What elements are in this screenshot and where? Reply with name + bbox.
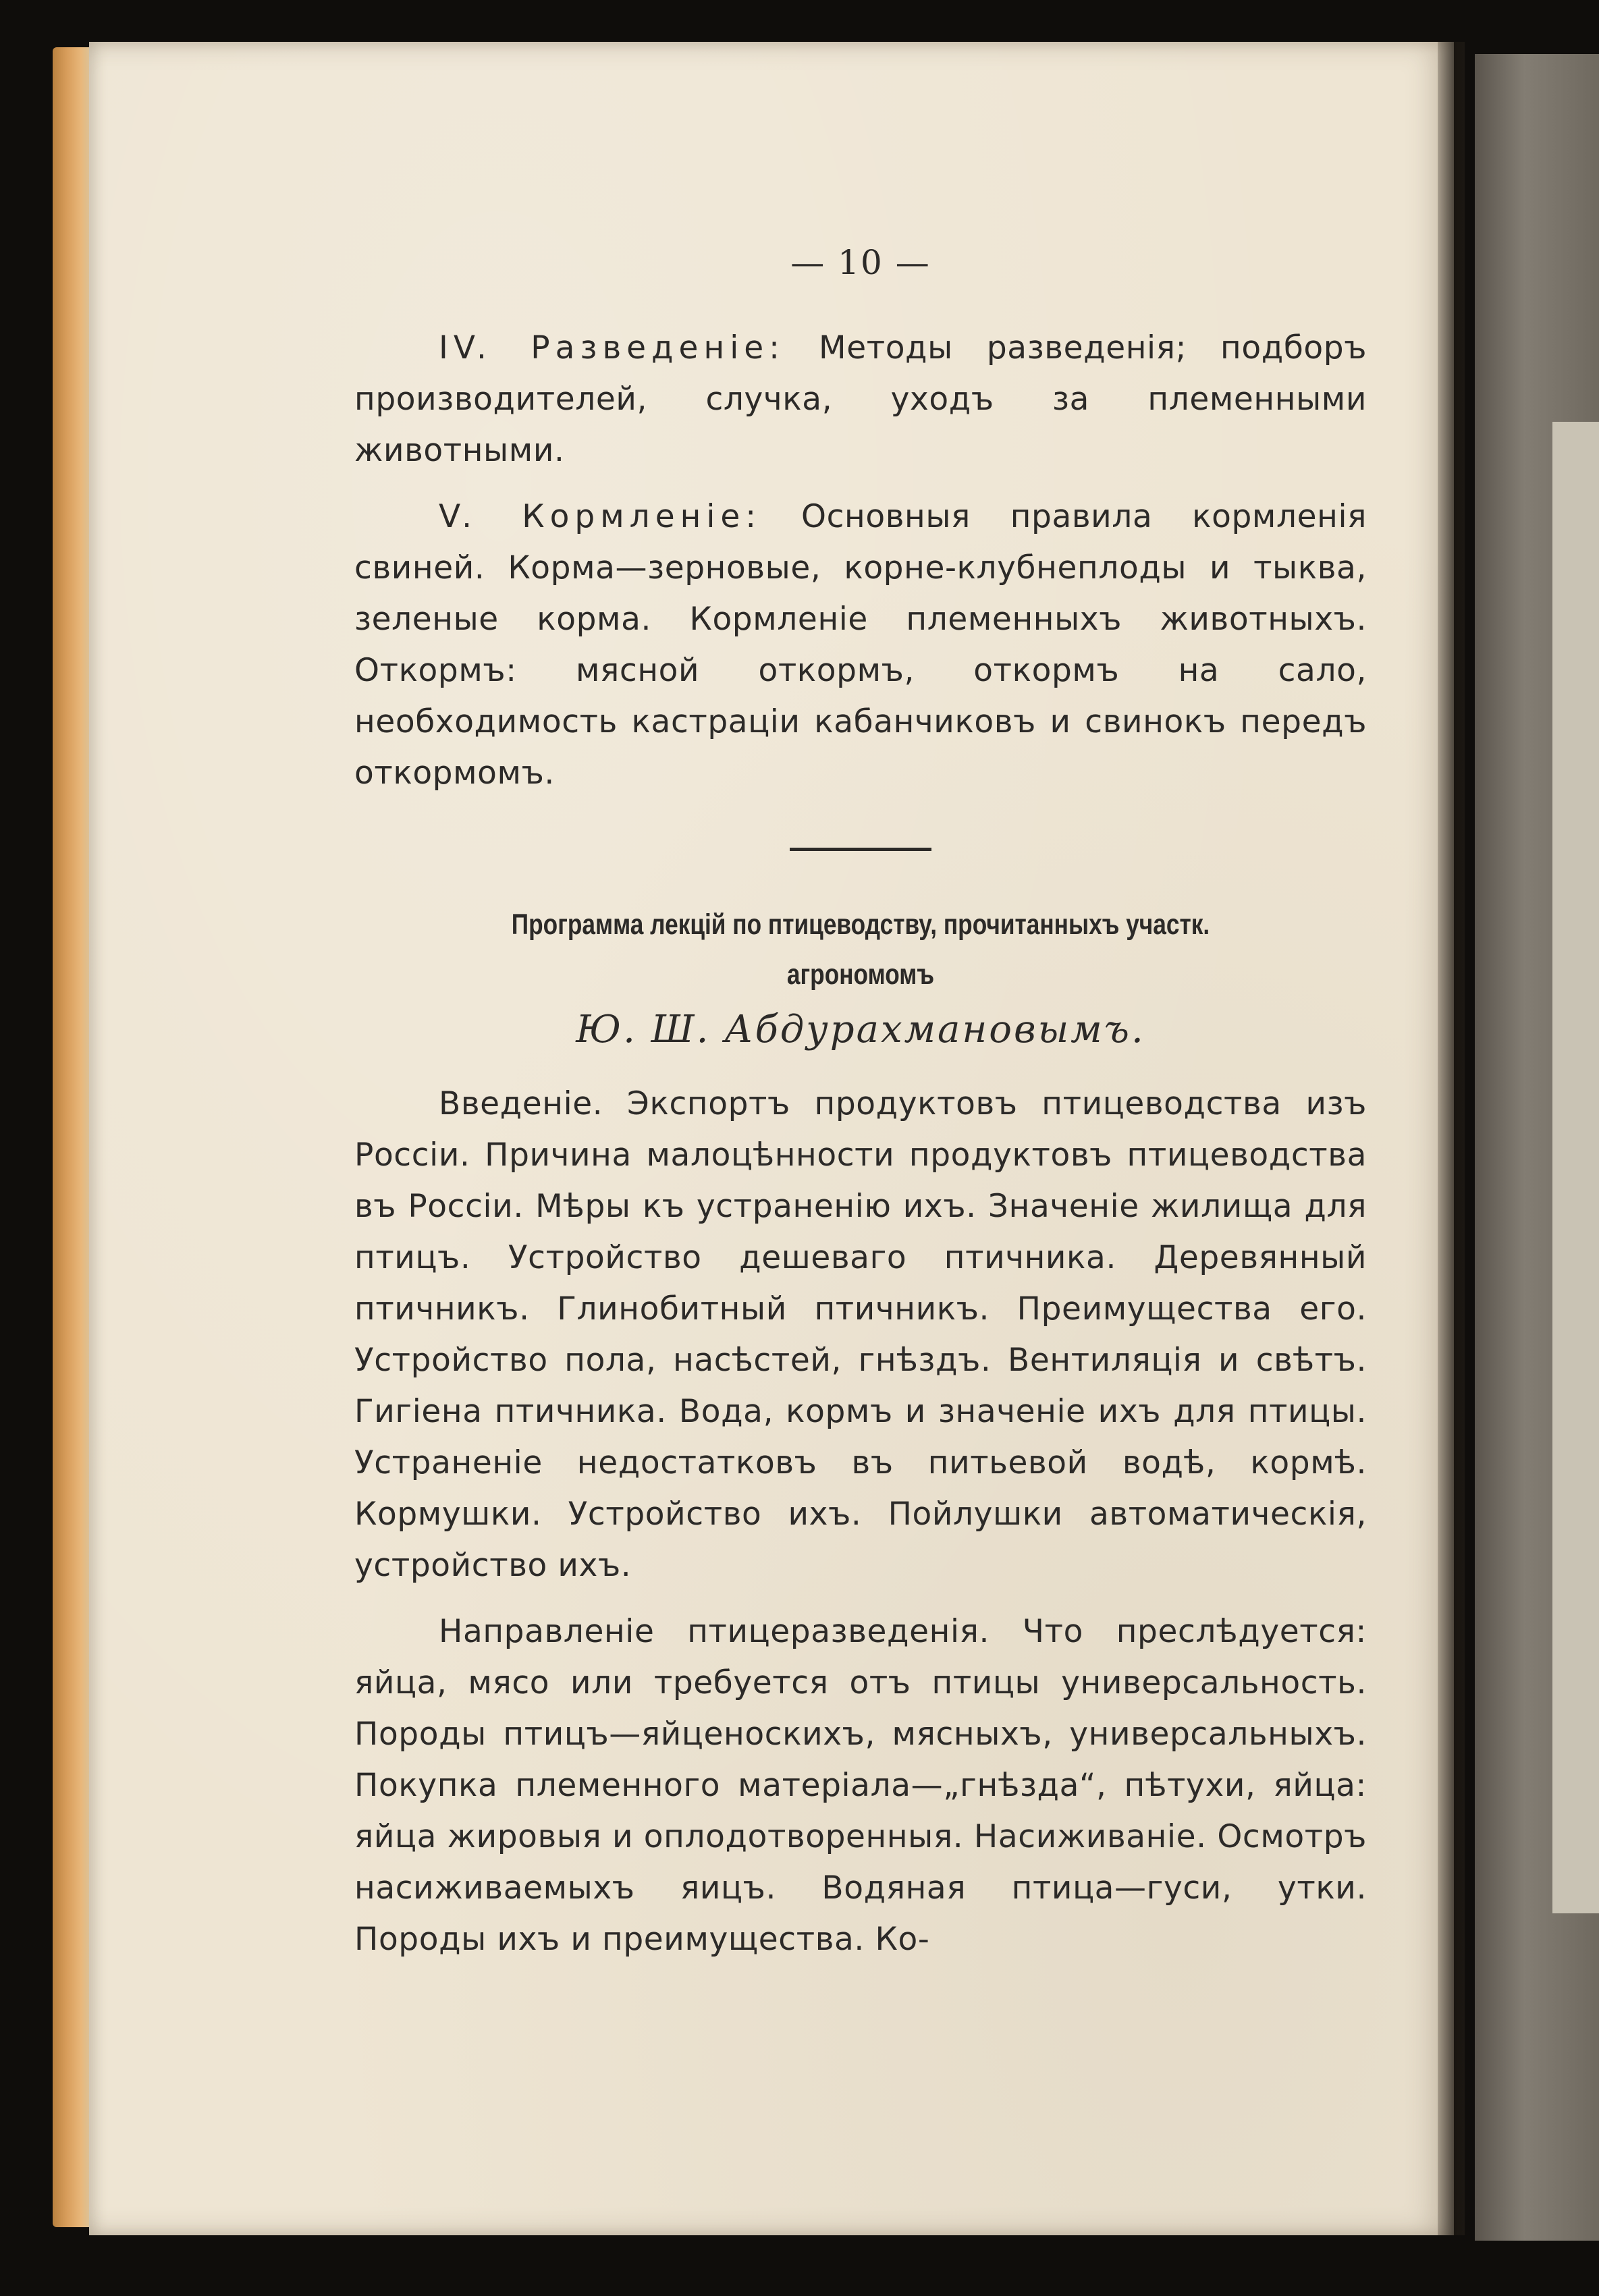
lecture-program-heading: Программа лекцій по птицеводству, прочитанныхъ участк. (511, 908, 1210, 941)
author-name: Ю. Ш. Абдурахмановымъ. (576, 1008, 1145, 1051)
spine-shadow (1438, 42, 1465, 2235)
page-number: — 10 — (790, 243, 931, 282)
lecture-program-heading-line2: агрономомъ (786, 958, 935, 991)
body-paragraph-1: Введенiе. Экспортъ продуктовъ птицеводства изъ Россiи. Причина малоцѣнности продуктовъ птицеводства въ Россiи. Мѣры къ устраненiю ихъ. Значенiе жилища для птицъ. Устройство дешеваго птичника. Деревянный птичникъ. Глинобитный птичникъ. Преимущества его. Устройство пола, насѣстей, гнѣздъ. Вентиляцiя и свѣтъ. Гигiена птичника. Вода, кормъ и значенiе ихъ для птицы. Устраненiе недостатковъ въ питьевой водѣ, кормѣ. Кормушки. Устройство ихъ. Пойлушки автоматическiя, устройство ихъ. (354, 1085, 1367, 1584)
section-iv-paragraph (354, 323, 1367, 476)
page-content (354, 243, 1367, 1980)
page-edge (53, 47, 93, 2227)
section-v-term: V. Кормленiе: (439, 498, 762, 535)
facing-page-plate (1552, 422, 1599, 1913)
section-iv-text: Методы разведенія; подборъ производителей, случка, уходъ за племенными животными. (354, 329, 1367, 469)
section-divider (790, 848, 931, 851)
section-v-paragraph (354, 491, 1367, 799)
body-paragraph-2: Направленiе птицеразведенiя. Что преслѣдуется: яйца, мясо или требуется отъ птицы универсальность. Породы птицъ—яйценоскихъ, мясныхъ, универсальныхъ. Покупка племенного матерiала—„гнѣзда“, пѣтухи, яйца: яйца жировыя и оплодотворенныя. Насиживанiе. Осмотръ насиживаемыхъ яицъ. Водяная птица—гуси, утки. Породы ихъ и преимущества. Ко- (354, 1613, 1367, 1958)
section-iv-term: IV. Разведенiе: (439, 329, 786, 366)
section-v-text: Основныя правила кормленія свиней. Корма—зерновые, корне-клубнеплоды и тыква, зеленые корма. Кормленiе племенныхъ животныхъ. Откормъ: мясной откормъ, откормъ на сало, необходимость кастрацiи кабанчиковъ и свинокъ передъ откормомъ. (354, 498, 1367, 792)
